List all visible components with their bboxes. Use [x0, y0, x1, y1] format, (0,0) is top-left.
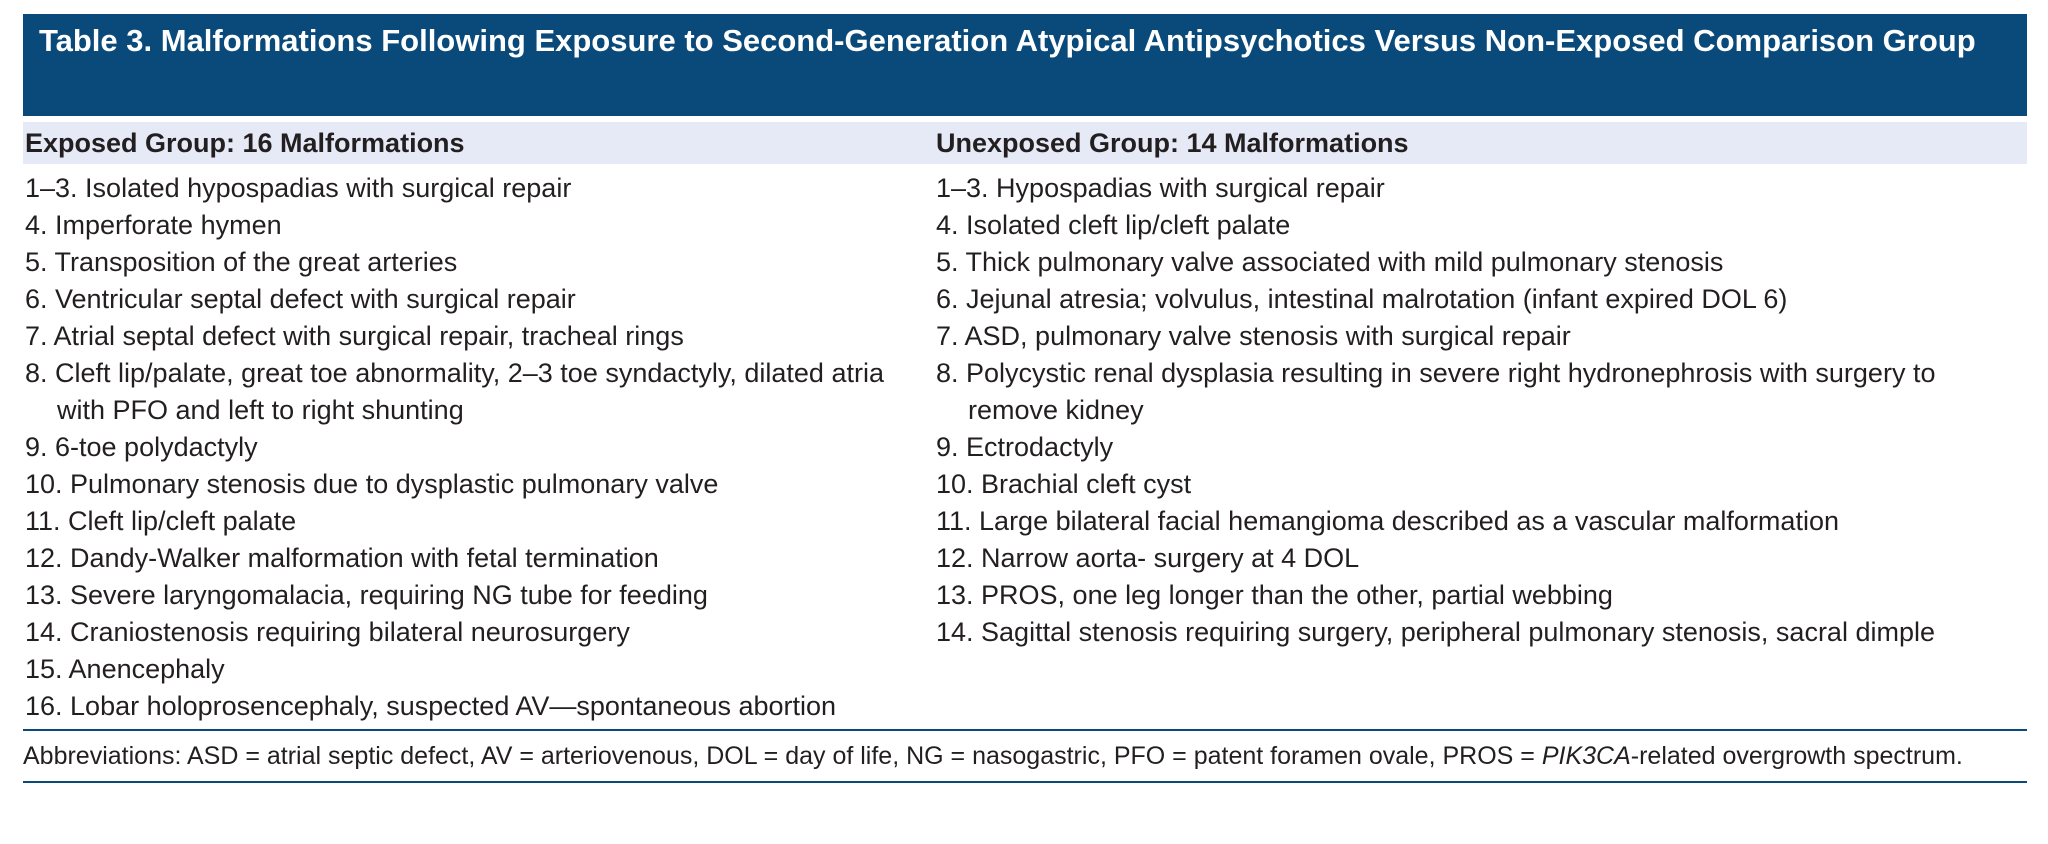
exposed-malformation-item: 9. 6-toe polydactyly — [25, 432, 258, 462]
table-body — [23, 164, 2027, 729]
malformations-table — [23, 14, 2027, 783]
exposed-malformation-item: 5. Transposition of the great arteries — [25, 247, 458, 277]
exposed-malformation-item: 8. Cleft lip/palate, great toe abnormality, 2–3 toe syndactyly, dilated atria with PFO and left to right shunting — [25, 358, 884, 425]
unexposed-malformation-item: 7. ASD, pulmonary valve stenosis with surgical repair — [936, 321, 1571, 351]
exposed-malformation-item: 7. Atrial septal defect with surgical repair, tracheal rings — [25, 321, 684, 351]
unexposed-column — [934, 170, 2027, 725]
exposed-malformation-item: 16. Lobar holoprosencephaly, suspected AV—spontaneous abortion — [25, 691, 837, 721]
exposed-malformation-item: 15. Anencephaly — [25, 654, 225, 684]
unexposed-malformation-item: 11. Large bilateral facial hemangioma described as a vascular malformation — [936, 506, 1839, 536]
table-title: Table 3. Malformations Following Exposure to Second-Generation Atypical Antipsychotics Versus Non-Exposed Comparison Group — [23, 14, 2027, 116]
footnote-text: Abbreviations: ASD = atrial septic defect, AV = arteriovenous, DOL = day of life, NG = nasogastric, PFO = patent foramen ovale, PROS = — [23, 742, 1542, 770]
column-header-exposed: Exposed Group: 16 Malformations — [25, 128, 465, 158]
exposed-malformation-item: 4. Imperforate hymen — [25, 210, 282, 240]
unexposed-malformation-item: 8. Polycystic renal dysplasia resulting in severe right hydronephrosis with surgery to remove kidney — [936, 358, 1936, 425]
unexposed-malformation-item: 5. Thick pulmonary valve associated with mild pulmonary stenosis — [936, 247, 1724, 277]
exposed-malformation-item: 13. Severe laryngomalacia, requiring NG tube for feeding — [25, 580, 708, 610]
table-bottom-rule — [23, 781, 2027, 783]
exposed-malformation-item: 6. Ventricular septal defect with surgical repair — [25, 284, 576, 314]
exposed-column — [23, 170, 934, 725]
exposed-malformation-item: 1–3. Isolated hypospadias with surgical repair — [25, 173, 572, 203]
exposed-list — [25, 170, 934, 725]
exposed-malformation-item: 10. Pulmonary stenosis due to dysplastic pulmonary valve — [25, 469, 719, 499]
footnote-text-end: -related overgrowth spectrum. — [1630, 742, 1963, 770]
exposed-malformation-item: 12. Dandy-Walker malformation with fetal termination — [25, 543, 659, 573]
exposed-malformation-item: 14. Craniostenosis requiring bilateral neurosurgery — [25, 617, 630, 647]
unexposed-malformation-item: 14. Sagittal stenosis requiring surgery, peripheral pulmonary stenosis, sacral dimple — [936, 617, 1935, 647]
unexposed-malformation-item: 6. Jejunal atresia; volvulus, intestinal malrotation (infant expired DOL 6) — [936, 284, 1788, 314]
unexposed-malformation-item: 10. Brachial cleft cyst — [936, 469, 1192, 499]
unexposed-malformation-item: 12. Narrow aorta- surgery at 4 DOL — [936, 543, 1360, 573]
unexposed-malformation-item: 13. PROS, one leg longer than the other, partial webbing — [936, 580, 1613, 610]
exposed-malformation-item: 11. Cleft lip/cleft palate — [25, 506, 297, 536]
unexposed-malformation-item: 4. Isolated cleft lip/cleft palate — [936, 210, 1291, 240]
unexposed-malformation-item: 1–3. Hypospadias with surgical repair — [936, 173, 1385, 203]
footnote-italic-gene: PIK3CA — [1541, 742, 1631, 770]
abbreviations-footnote — [23, 731, 2027, 781]
column-header-unexposed: Unexposed Group: 14 Malformations — [936, 128, 1409, 158]
column-header-row — [23, 122, 2027, 164]
unexposed-malformation-item: 9. Ectrodactyly — [936, 432, 1114, 462]
unexposed-list — [936, 170, 2027, 651]
